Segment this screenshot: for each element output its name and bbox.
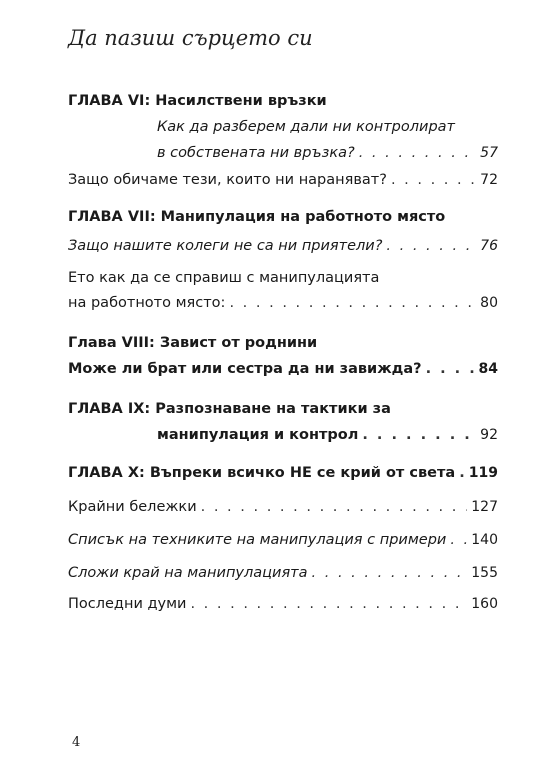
dot-leader	[312, 563, 468, 583]
toc-entry-7b: на работното място: . . . 80	[68, 293, 498, 313]
page-number: 155	[471, 565, 498, 581]
page-number: 57	[480, 145, 498, 161]
toc-entry-6a-line1: Как да разберем дали ни контролират	[157, 119, 455, 135]
dot-leader	[459, 463, 465, 483]
toc-chapter-7-title: ГЛАВА VII: Манипулация на работното място	[68, 209, 446, 225]
dot-leader	[201, 497, 468, 517]
page-folio: 4	[72, 735, 81, 750]
toc-entry-6b: Защо обичаме тези, които ни нараняват? . . . 72	[68, 170, 498, 190]
dot-leader	[362, 425, 476, 445]
toc-entry-last-words: Последни думи . . . 160	[68, 594, 498, 614]
toc-entry-7a: Защо нашите колеги не са ни приятели? . . . 76	[68, 236, 498, 256]
dot-leader	[426, 359, 475, 379]
toc-chapter-8-title: Глава VIII: Завист от роднини	[68, 335, 318, 351]
toc-entry-8a: Може ли брат или сестра да ни завижда? . . . 84	[68, 359, 498, 379]
page-number: 140	[471, 532, 498, 548]
dot-leader	[450, 530, 467, 550]
toc-entry-techniques: Списък на техниките на манипулация с примери . . . 140	[68, 530, 498, 550]
toc-chapter-9: манипулация и контрол . . . 92	[157, 425, 498, 445]
dot-leader	[229, 293, 476, 313]
page-number: 80	[480, 295, 498, 311]
toc-chapter-10: ГЛАВА X: Въпреки всичко НЕ се крий от света . . . 119	[68, 463, 498, 483]
page-number: 72	[480, 172, 498, 188]
running-head: Да пазиш сърцето си	[68, 26, 313, 50]
toc-chapter-9-title: ГЛАВА IX: Разпознаване на тактики за	[68, 401, 391, 417]
dot-leader	[190, 594, 467, 614]
page-number: 160	[471, 596, 498, 612]
page-number: 92	[480, 427, 498, 443]
page-number: 76	[480, 238, 498, 254]
page-number: 119	[468, 465, 498, 481]
dot-leader	[391, 170, 476, 190]
page-number: 127	[471, 499, 498, 515]
toc-entry-notes: Крайни бележки . . . 127	[68, 497, 498, 517]
dot-leader	[386, 236, 476, 256]
toc-entry-end: Сложи край на манипулацията . . . 155	[68, 563, 498, 583]
toc-chapter-6-title: ГЛАВА VI: Насилствени връзки	[68, 93, 327, 109]
dot-leader	[359, 143, 476, 163]
toc-entry-7b-line1: Ето как да се справиш с манипулацията	[68, 270, 380, 286]
page-number: 84	[478, 361, 498, 377]
toc-entry-6a: в собствената ни връзка? . . . 57	[157, 143, 498, 163]
